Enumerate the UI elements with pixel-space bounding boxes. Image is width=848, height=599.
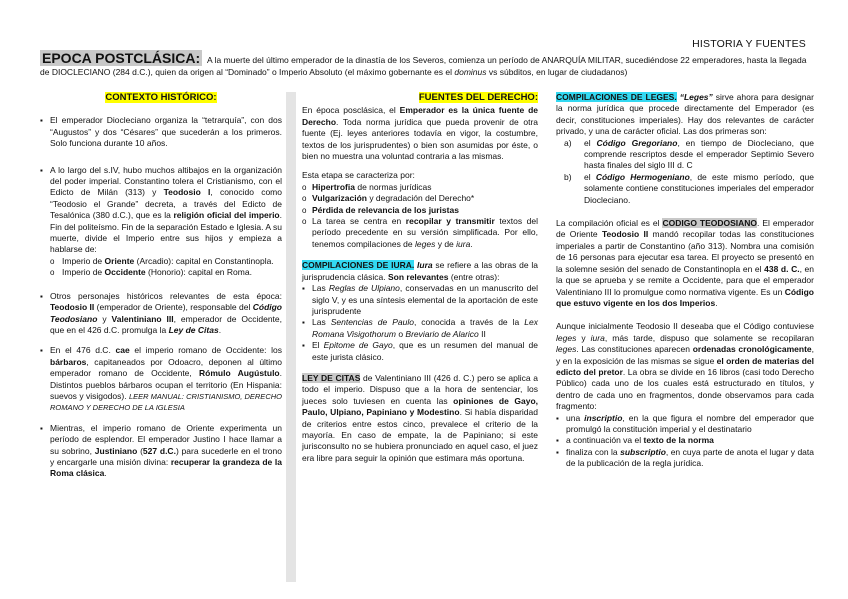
paragraph-compilaciones-leges: COMPILACIONES DE LEGES. “Leges” sirve ahora para designar la norma jurídica que procede directamente del Emperador (es decir, constituciones imperiales). Hay dos relevantes de carácter privado, y una de carácter oficial. Las dos primeras son: [556,92,814,137]
item-inscriptio: ▪ una inscriptio, en la que figura el nombre del emperador que promulgó la constitución imperial y el destinatario [556,413,814,436]
paragraph-emperor-source: En época posclásica, el Emperador es la única fuente de Derecho. Toda norma jurídica que pueda provenir de otra fuente (Ej. leyes anteriores todavía en vigor, la costumbre, textos de los jurisprudentes) o bien son asumidas por éste, o bien no muestra una voluntad contraria a las mismas. [302,105,538,162]
paragraph-compilaciones-iura: COMPILACIONES DE IURA. Iura se refiere a las obras de la jurisprudencia clásica. Son relevantes (entre otras): [302,260,539,282]
sub-imperio-occidente: o Imperio de Occidente (Honorio): capital en Roma. [40,267,282,278]
intro-paragraph: EPOCA POSTCLÁSICA: A la muerte del último emperador de la dinastía de los Severos, comienza un período de ANARQUÍA MILITAR, sucediéndose 22 emperadores, hasta la llegada de DIOCLECIANO (284 d.C.), quien da origen al “Dominado” o Imperio Absoluto (el máximo gobernante es el dominus vs súbditos, en lugar de ciudadanos) [40,50,807,77]
paragraph-estructura-codigo: Aunque inicialmente Teodosio II deseaba que el Código contuviese leges y iura, más tarde, dispuso que solamente se recopilaran leges. Las constituciones aparecen ordenadas cronológicamente, y en la exposición de las mismas se sigue el orden de materias del edicto del pretor. La obra se divide en 16 libros (casi todo Derecho Público) cada uno de los cuales está estructurado en títulos, y dentro de cada uno en fragmentos, donde observamos para cada fragmento: [556,321,814,412]
paragraph-characteristics: Esta etapa se caracteriza por: [302,170,415,181]
label-compilaciones-leges: COMPILACIONES DE LEGES. [556,92,677,102]
item-hipertrofia: o Hipertrofia de normas jurídicas [302,182,538,193]
paragraph-ley-citas: LEY DE CITAS de Valentiniano III (426 d. C.) pero se aplica a todo el imperio. Dispuso que a la hora de sentenciar, los jueces solo tuviesen en cuenta las opiniones de Gayo, Paulo, Ulpiano, Papiniano y Modestino. Si había disparidad de criterios entre estos cinco, prevalece el criterio de la mayoría. En caso de empate, la de Papiniano; si este jurisconsulto no se hubiera pronunciado en aquel caso, el juez era libre para seguir la opinión que estimara más oportuna. [302,372,538,463]
label-compilaciones-iura: COMPILACIONES DE IURA. [302,260,415,271]
section-heading-context: CONTEXTO HISTÓRICO: [105,92,217,103]
column-historical-context [40,92,282,489]
bullet-oriente-esplendor: ▪ Mientras, el imperio romano de Oriente experimenta un período de esplendor. El emperador Justino I hace llamar a su sobrino, Justiniano (527 d.C.) para sucederle en el trono y encargarle una misión divina: recuperar la grandeza de la Roma clásica. [40,423,282,480]
item-recopilar: o La tarea se centra en recopilar y transmitir textos del período precedente en su versión simplificada. Por ello, tenemos compilaciones de leges y de iura. [302,216,538,250]
item-reglas-ulpiano: ▪ Las Reglas de Ulpiano, conservadas en un manuscrito del siglo V, y es una síntesis elemental de la aportación de este jurisprudente [302,283,538,317]
item-vulgarizacion: o Vulgarización y degradación del Derecho* [302,193,538,204]
item-codigo-hermogeniano: b) el Código Hermogeniano, de este mismo período, que solamente contiene constituciones imperiales del emperador Diocleciano. [564,171,814,205]
section-heading-sources: FUENTES DEL DERECHO: [418,92,538,103]
item-perdida-relevancia: o Pérdida de relevancia de los juristas [302,205,538,216]
item-codigo-gregoriano: a) el Código Gregoriano, en tiempo de Diocleciano, que comprende rescriptos desde el emperador Septimio Severo hasta finales del siglo III d. C [564,137,815,171]
column-sources-of-law [302,92,538,472]
column-compilations [556,92,814,470]
bullet-tetrarquia: ▪ El emperador Diocleciano organiza la “tetrarquía”, con dos “Augustos” y dos “Césares” que sucederán a los primeros. Solo funciona durante 10 años. [40,115,282,149]
item-subscriptio: ▪ finaliza con la subscriptio, en cuya parte de anota el lugar y data de la publicación de la regla jurídica. [556,447,814,470]
bullet-siglo-iv: ▪ A lo largo del s.IV, hubo muchos altibajos en la organización del poder imperial. Constantino tolera el Cristianismo, con el Edicto de Milán (313) y Teodosio I, conocido como “Teodosio el Grande” decreta, a través del Edicto de Tesalónica (380 d.C.), que es la religión oficial del imperio. Fin del politeísmo. Fin de la separación Estado e Iglesia. A su muerte, divide el Imperio entre sus hijos y empieza a hablarse de: [40,165,282,256]
item-epitome-gayo: ▪ El Epitome de Gayo, que es un resumen del manual de este jurista clásico. [302,340,538,363]
course-header: HISTORIA Y FUENTES [692,38,806,50]
main-title: EPOCA POSTCLÁSICA: [42,50,201,66]
sub-imperio-oriente: o Imperio de Oriente (Arcadio): capital en Constantinopla. [40,256,282,267]
label-ley-citas: LEY DE CITAS [302,372,361,383]
item-sentencias-paulo: ▪ Las Sentencias de Paulo, conocida a través de la Lex Romana Visigothorum o Breviario de Alarico II [302,317,538,340]
label-codigo-teodosiano: CODIGO TEODOSIANO [662,218,758,229]
paragraph-codigo-teodosiano: La compilación oficial es el CODIGO TEODOSIANO. El emperador de Oriente Teodosio II mandó recopilar todas las constituciones imperiales a partir de Constantino (año 313). Nombra una comisión de 16 personas para ejecutar esa tarea. El proyecto se presentó en la solemne sesión del senado de Constantinopla en el 438 d. C., en la que se aprueba y se remite a Occidente, para que el emperador Valentiniano III lo promulgue como normativa vigente. Es un Código que estuvo vigente en los dos Imperios. [556,218,814,308]
bullet-476: ▪ En el 476 d.C. cae el imperio romano de Occidente: los bárbaros, capitaneados por Odoacro, deponen al último emperador romano de Occidente, Rómulo Augústulo. Distintos pueblos bárbaros ocupan el territorio (En Hispania: suevos y visigodos). LEER MANUAL: CRISTIANISMO, DERECHO ROMANO Y DERECHO DE LA IGLESIA [40,345,282,413]
item-texto-norma: ▪ a continuación va el texto de la norma [556,435,814,446]
bullet-personajes: ▪ Otros personajes históricos relevantes de esta época: Teodosio II (emperador de Oriente), responsable del Código Teodosiano y Valentiniano III, emperador de Occidente, que en el 426 d.C. promulga la Ley de Citas. [40,291,282,337]
column-divider [286,92,296,582]
